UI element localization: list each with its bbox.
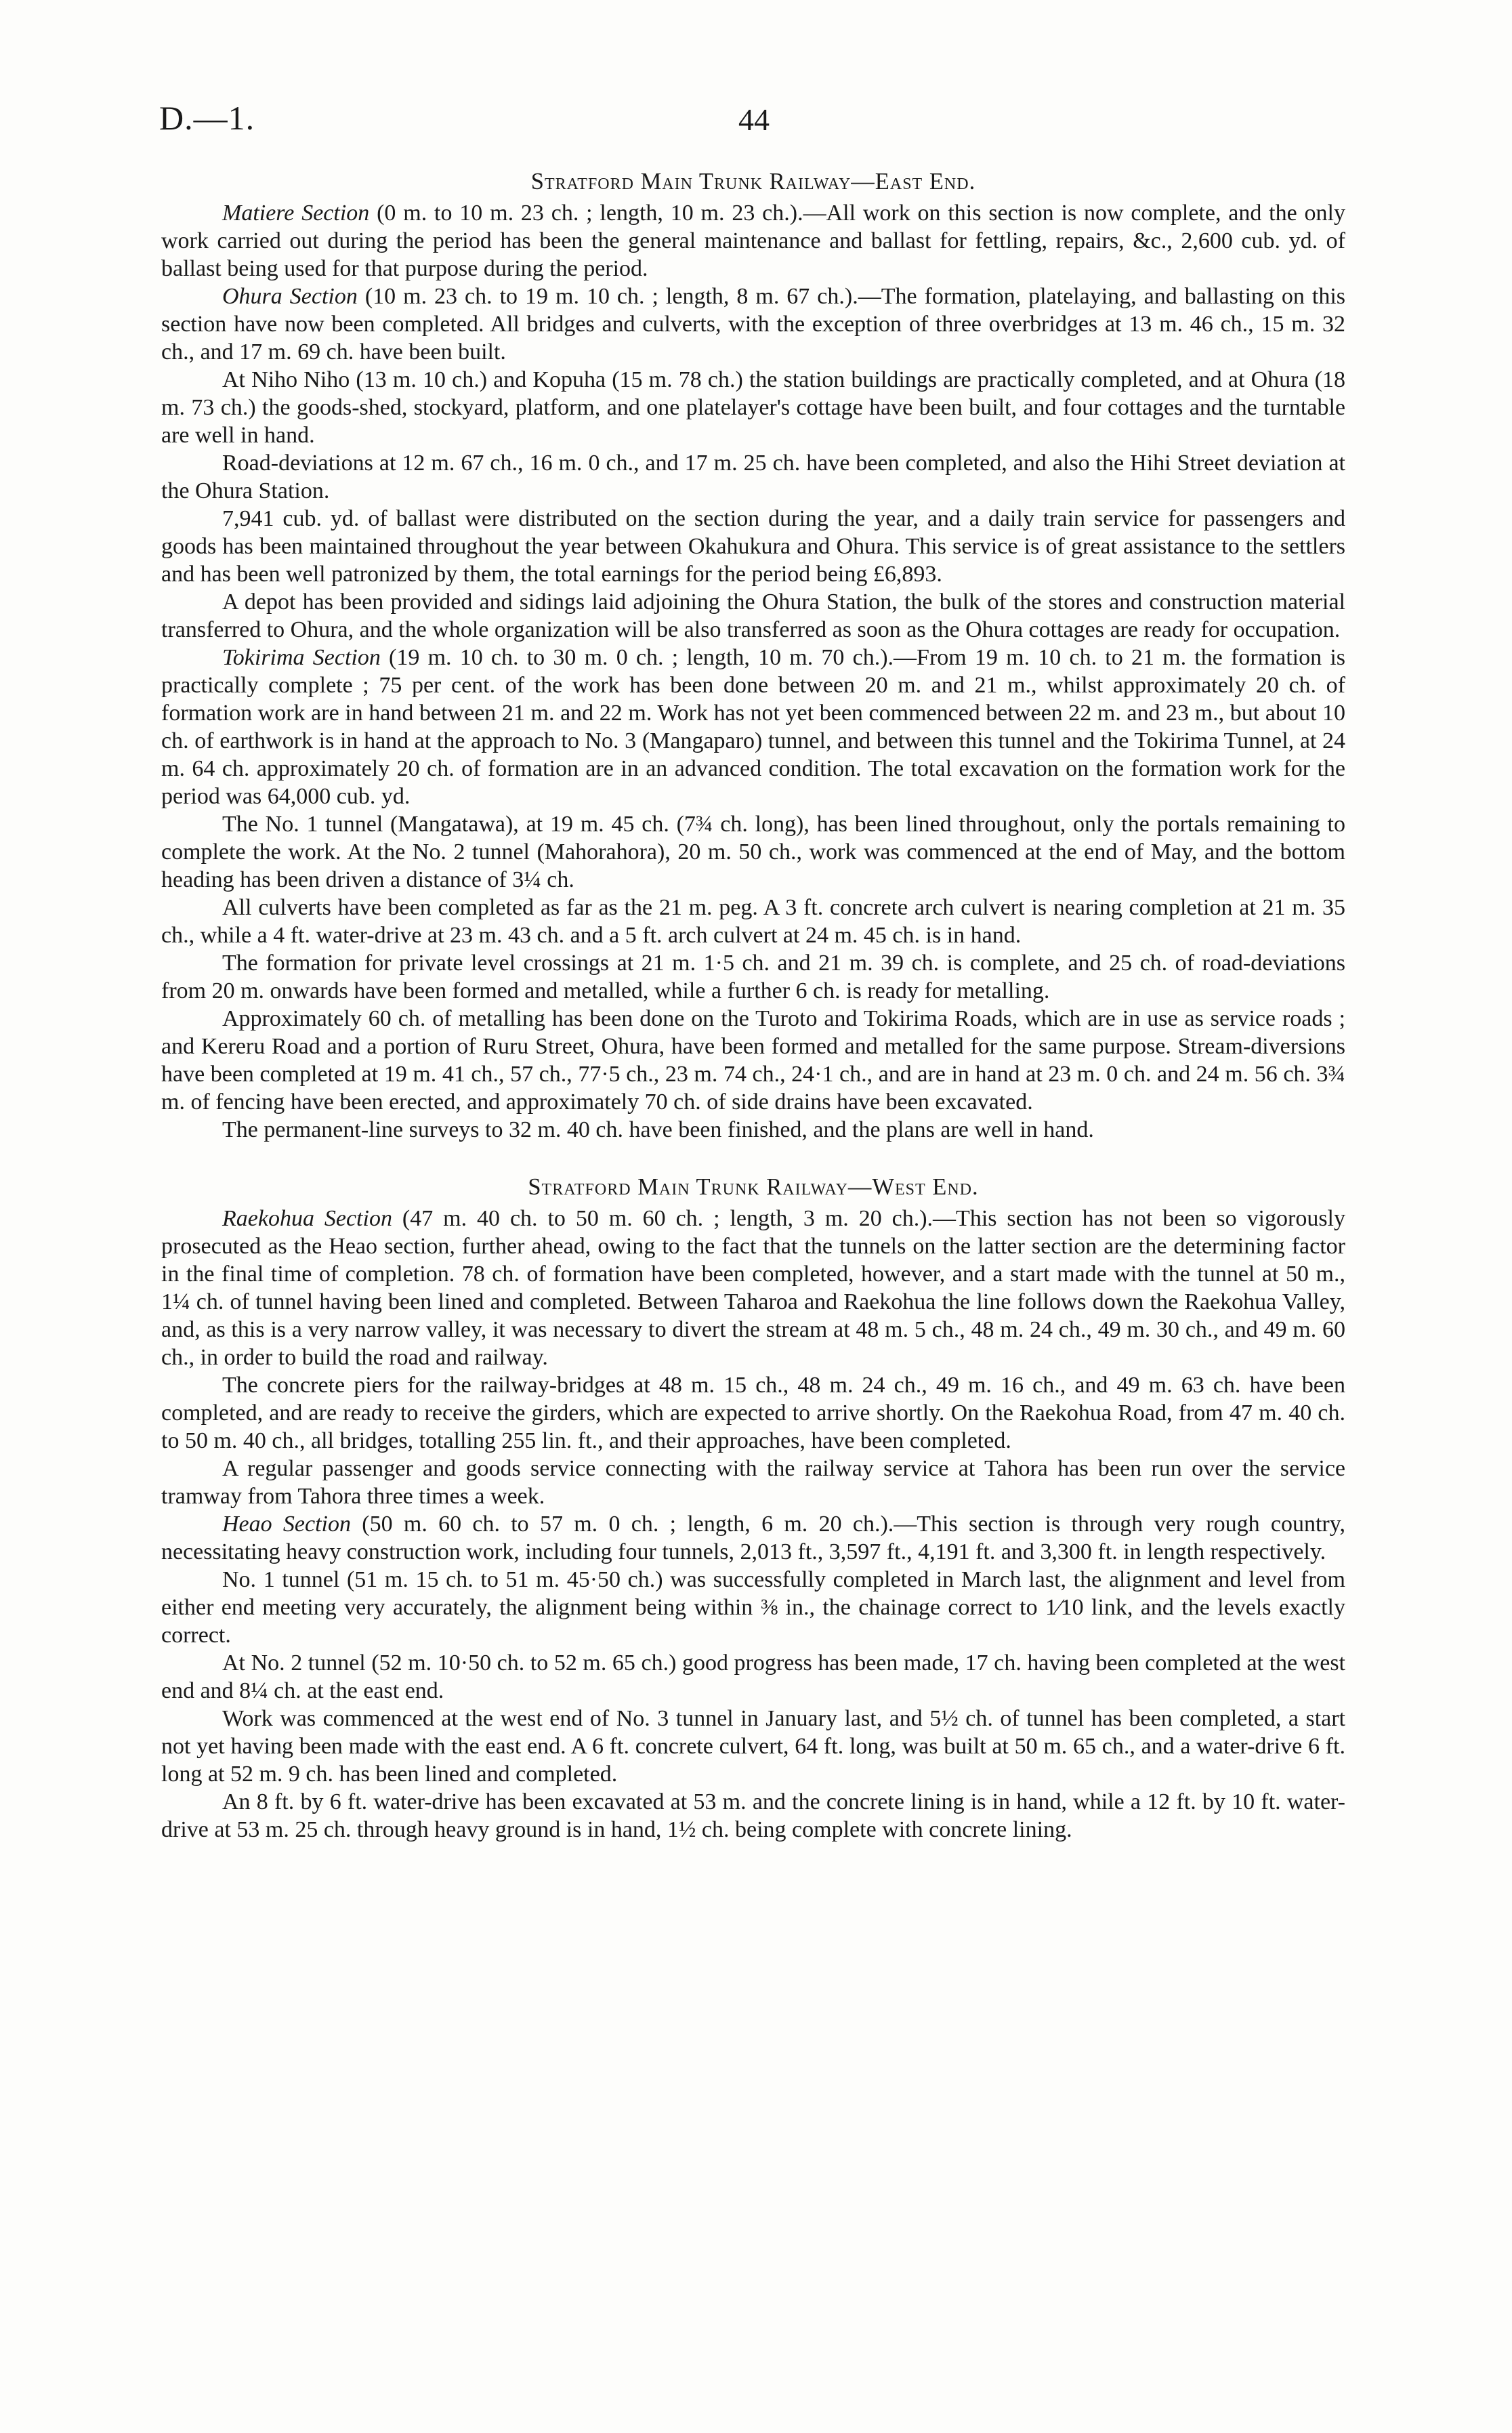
- paragraph: [161, 1649, 1345, 1705]
- paragraph-text: The No. 1 tunnel (Mangatawa), at 19 m. 45 ch. (7¾ ch. long), has been lined throughout, only the portals remaining to complete the work. At the No. 2 tunnel (Mahorahora), 20 m. 50 ch., work was commenced at the end of May, and the bottom heading has been driven a distance of 3¼ ch.: [161, 812, 1345, 892]
- paragraph-text: The formation for private level crossings at 21 m. 1·5 ch. and 21 m. 39 ch. is complete, and 25 ch. of road-deviations from 20 m. onwards have been formed and metalled, while a further 6 ch. is ready for metalling.: [161, 951, 1345, 1003]
- paragraph: [161, 949, 1345, 1005]
- paragraph: [161, 199, 1345, 283]
- section-lead: Ohura Section: [222, 284, 358, 309]
- paragraph: [161, 1566, 1345, 1649]
- paragraph-text: Work was commenced at the west end of No. 3 tunnel in January last, and 5½ ch. of tunnel has been completed, a start not yet having been made with the east end. A 6 ft. concrete culvert, 64 ft. long, was built at 50 m. 65 ch., and a water-drive 6 ft. long at 52 m. 9 ch. has been lined and completed.: [161, 1706, 1345, 1787]
- paragraph-text: The permanent-line surveys to 32 m. 40 ch. have been finished, and the plans are well in hand.: [222, 1117, 1094, 1142]
- paragraph-text: (0 m. to 10 m. 23 ch. ; length, 10 m. 23 ch.).—All work on this section is now complete, and the only work carried out during the period has been the general maintenance and ballast for fettling, repairs, &c., 2,600 cub. yd. of ballast being used for that purpose during the period.: [161, 201, 1345, 281]
- paragraph-text: (19 m. 10 ch. to 30 m. 0 ch. ; length, 10 m. 70 ch.).—From 19 m. 10 ch. to 21 m. the formation is practically complete ; 75 per cent. of the work has been done between 20 m. and 21 m., whilst approximately 20 ch. of formation work are in hand between 21 m. and 22 m. Work has not yet been commenced between 22 m. and 23 m., but about 10 ch. of earthwork is in hand at the approach to No. 3 (Mangaparo) tunnel, and between this tunnel and the Tokirima Tunnel, at 24 m. 64 ch. approximately 20 ch. of formation are in an advanced condition. The total excavation on the formation work for the period was 64,000 cub. yd.: [161, 645, 1345, 809]
- paragraph-text: A regular passenger and goods service connecting with the railway service at Tahora has been run over the service tramway from Tahora three times a week.: [161, 1456, 1345, 1509]
- section-lead: Matiere Section: [222, 201, 370, 226]
- paragraph-text: At Niho Niho (13 m. 10 ch.) and Kopuha (15 m. 78 ch.) the station buildings are practically completed, and at Ohura (18 m. 73 ch.) the goods-shed, stockyard, platform, and one platelayer's cottage have been built, and four cottages and the turntable are well in hand.: [161, 367, 1345, 448]
- paragraph: [161, 1705, 1345, 1788]
- paragraph: [161, 810, 1345, 894]
- paragraph: [161, 1005, 1345, 1116]
- paragraph: [161, 1116, 1345, 1144]
- paragraph-text: (10 m. 23 ch. to 19 m. 10 ch. ; length, 8 m. 67 ch.).—The formation, platelaying, and ballasting on this section have now been completed. All bridges and culverts, with the exception of three overbridges at 13 m. 46 ch., 15 m. 32 ch., and 17 m. 69 ch. have been built.: [161, 284, 1345, 365]
- paragraph: [161, 283, 1345, 366]
- paragraph: [161, 1205, 1345, 1371]
- page-number: 44: [738, 102, 770, 137]
- paragraph: [161, 1455, 1345, 1510]
- paragraph: [161, 366, 1345, 449]
- paragraph-text: The concrete piers for the railway-bridges at 48 m. 15 ch., 48 m. 24 ch., 49 m. 16 ch., and 49 m. 63 ch. have been completed, and are ready to receive the girders, which are expected to arrive shortly. On the Raekohua Road, from 47 m. 40 ch. to 50 m. 40 ch., all bridges, totalling 255 lin. ft., and their approaches, have been completed.: [161, 1373, 1345, 1453]
- paragraph-text: An 8 ft. by 6 ft. water-drive has been excavated at 53 m. and the concrete lining is in hand, while a 12 ft. by 10 ft. water-drive at 53 m. 25 ch. through heavy ground is in hand, 1½ ch. being complete with concrete lining.: [161, 1789, 1345, 1842]
- paragraph-text: No. 1 tunnel (51 m. 15 ch. to 51 m. 45·50 ch.) was successfully completed in March last, the alignment and level from either end meeting very accurately, the alignment being within ⅜ in., the chainage correct to 1⁄10 link, and the levels exactly correct.: [161, 1567, 1345, 1648]
- paragraph-text: Road-deviations at 12 m. 67 ch., 16 m. 0 ch., and 17 m. 25 ch. have been completed, and also the Hihi Street deviation at the Ohura Station.: [161, 451, 1345, 503]
- paragraph: [161, 505, 1345, 588]
- paragraph-text: A depot has been provided and sidings laid adjoining the Ohura Station, the bulk of the stores and construction material transferred to Ohura, and the whole organization will be also transferred as soon as the Ohura cottages are ready for occupation.: [161, 589, 1345, 642]
- paragraph-text: Approximately 60 ch. of metalling has been done on the Turoto and Tokirima Roads, which are in use as service roads ; and Kereru Road and a portion of Ruru Street, Ohura, have been formed and metalled for the same purpose. Stream-diversions have been completed at 19 m. 41 ch., 57 ch., 77·5 ch., 23 m. 74 ch., 24·1 ch., and are in hand at 23 m. 0 ch. and 24 m. 56 ch. 3¾ m. of fencing have been erected, and approximately 70 ch. of side drains have been excavated.: [161, 1006, 1345, 1115]
- paragraph: [161, 1510, 1345, 1566]
- paragraph: [161, 1371, 1345, 1455]
- section-heading-east-end: Stratford Main Trunk Railway—East End.: [530, 169, 976, 194]
- section-lead: Heao Section: [222, 1512, 351, 1537]
- section-heading-west-end: Stratford Main Trunk Railway—West End.: [528, 1174, 979, 1200]
- paragraph: [161, 1788, 1345, 1844]
- paragraph: [161, 449, 1345, 505]
- paragraph-text: (50 m. 60 ch. to 57 m. 0 ch. ; length, 6 m. 20 ch.).—This section is through very rough country, necessitating heavy construction work, including four tunnels, 2,013 ft., 3,597 ft., 4,191 ft. and 3,300 ft. in length respectively.: [161, 1512, 1346, 1564]
- paragraph: [161, 588, 1345, 644]
- paragraph: [161, 644, 1345, 810]
- paragraph-text: All culverts have been completed as far as the 21 m. peg. A 3 ft. concrete arch culvert is nearing completion at 21 m. 35 ch., while a 4 ft. water-drive at 23 m. 43 ch. and a 5 ft. arch culvert at 24 m. 45 ch. is in hand.: [161, 895, 1345, 948]
- document-reference: D.—1.: [159, 99, 255, 137]
- paragraph: [161, 894, 1345, 949]
- paragraph-text: 7,941 cub. yd. of ballast were distributed on the section during the year, and a daily train service for passengers and goods has been maintained throughout the year between Okahukura and Ohura. This service is of great assistance to the settlers and has been well patronized by them, the total earnings for the period being £6,893.: [161, 506, 1345, 587]
- paragraph-text: (47 m. 40 ch. to 50 m. 60 ch. ; length, 3 m. 20 ch.).—This section has not been so vigorously prosecuted as the Heao section, further ahead, owing to the fact that the tunnels on the latter section are the determining factor in the final time of completion. 78 ch. of formation have been completed, however, and a start made with the tunnel at 50 m., 1¼ ch. of tunnel having been lined and completed. Between Taharoa and Raekohua the line follows down the Raekohua Valley, and, as this is a very narrow valley, it was necessary to divert the stream at 48 m. 5 ch., 48 m. 24 ch., 49 m. 30 ch., and 49 m. 60 ch., in order to build the road and railway.: [161, 1206, 1346, 1370]
- section-lead: Tokirima Section: [222, 645, 381, 670]
- page-body: [161, 163, 1345, 1844]
- section-lead: Raekohua Section: [222, 1206, 392, 1231]
- paragraph-text: At No. 2 tunnel (52 m. 10·50 ch. to 52 m. 65 ch.) good progress has been made, 17 ch. having been completed at the west end and 8¼ ch. at the east end.: [161, 1650, 1345, 1703]
